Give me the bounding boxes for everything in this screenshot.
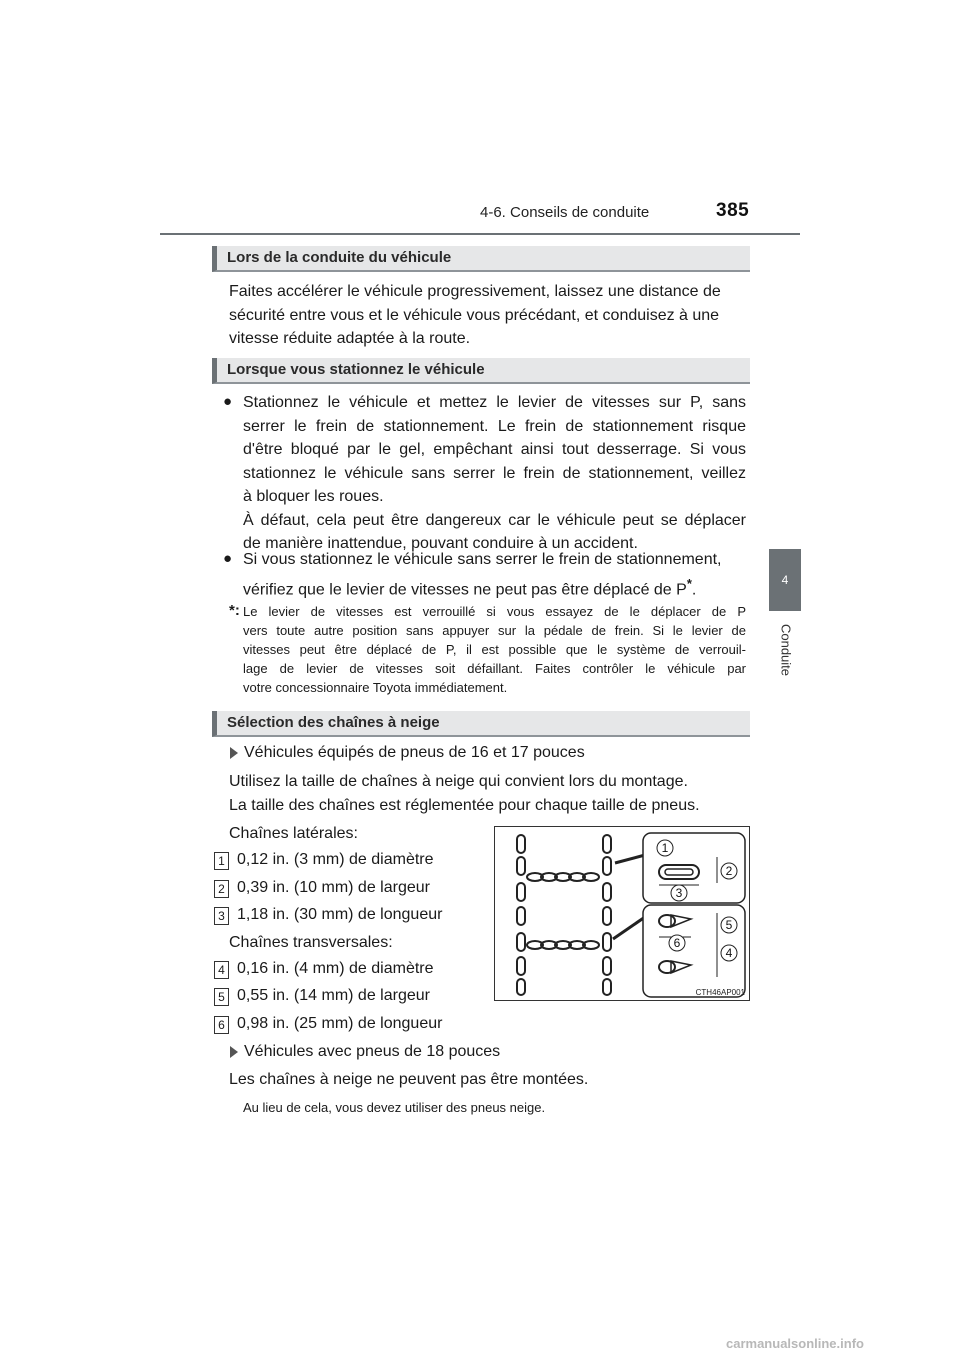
number-box-6: 6 bbox=[214, 1016, 229, 1034]
text-line: Stationnez le véhicule et mettez le levier de vitesses sur P, sans bbox=[243, 394, 746, 411]
figure-label-2: 2 bbox=[725, 864, 733, 878]
cross-chains-label: Chaînes transversales: bbox=[229, 934, 393, 951]
parking-bullet-2 bbox=[243, 548, 748, 601]
section-heading-parking bbox=[212, 358, 750, 384]
text-line: vers toute autre position sans appuyer sur la pédale de frein. Si le levier de bbox=[243, 623, 746, 638]
number-box-5: 5 bbox=[214, 988, 229, 1006]
section-heading-driving bbox=[212, 246, 750, 272]
triangle-arrow-icon bbox=[230, 1046, 238, 1058]
text-line: vitesse réduite adaptée à la route. bbox=[229, 330, 471, 347]
number-box-2: 2 bbox=[214, 880, 229, 898]
chains-intro bbox=[229, 770, 749, 817]
number-box-3: 3 bbox=[214, 907, 229, 925]
text-line: Faites accélérer le véhicule progressivement, laissez une distance de bbox=[229, 283, 721, 300]
text-line: votre concessionnaire Toyota immédiatement. bbox=[243, 680, 508, 695]
text-line: serrer le frein de stationnement. Le frein de stationnement risque bbox=[243, 417, 746, 435]
text-line: Utilisez la taille de chaînes à neige qui convient lors du montage. bbox=[229, 773, 688, 790]
footnote-marker: *: bbox=[229, 602, 240, 619]
figure-label-6: 6 bbox=[673, 936, 681, 950]
chain-spec-item: 0,16 in. (4 mm) de diamètre bbox=[237, 960, 434, 977]
bullet-icon: ● bbox=[223, 393, 233, 410]
bullet-icon: ● bbox=[223, 550, 233, 567]
text-line: sécurité entre vous et le véhicule vous précédant, et conduisez à une bbox=[229, 306, 720, 324]
section-title: Sélection des chaînes à neige bbox=[227, 714, 440, 731]
page-number: 385 bbox=[716, 200, 750, 221]
text-line: Si vous stationnez le véhicule sans serrer le frein de stationnement, bbox=[243, 551, 722, 568]
chapter-label-text: Conduite bbox=[778, 623, 794, 677]
chapter-tab bbox=[769, 549, 801, 611]
text-line: à bloquer les roues. bbox=[243, 488, 384, 505]
text-line: vitesses peut être déplacé de P, il est possible que le système de verrouil- bbox=[243, 642, 746, 657]
text-line: La taille des chaînes est réglementée pour chaque taille de pneus. bbox=[229, 796, 700, 814]
chain-spec-item: 1,18 in. (30 mm) de longueur bbox=[237, 906, 443, 923]
chain-spec-item: 0,12 in. (3 mm) de diamètre bbox=[237, 851, 434, 868]
header-section-title: 4-6. Conseils de conduite bbox=[480, 204, 650, 221]
section-title: Lorsque vous stationnez le véhicule bbox=[227, 361, 485, 378]
no-chains-text: Les chaînes à neige ne peuvent pas être montées. bbox=[229, 1071, 589, 1088]
chain-spec-item: 0,55 in. (14 mm) de largeur bbox=[237, 987, 430, 1004]
chains-subheading-16-17: Véhicules équipés de pneus de 16 et 17 pouces bbox=[244, 744, 585, 761]
text-line: À défaut, cela peut être dangereux car le véhicule peut se déplacer bbox=[243, 511, 746, 529]
footnote-text bbox=[243, 602, 746, 697]
snow-chain-illustration bbox=[495, 827, 749, 1000]
chapter-label bbox=[770, 615, 802, 685]
text-segment: vérifiez que le levier de vitesses ne peut pas être déplacé de P bbox=[243, 580, 687, 598]
driving-paragraph bbox=[229, 280, 749, 351]
text-line: de manière inattendue, pouvant conduire à un accident. bbox=[243, 535, 638, 552]
text-line: d'être bloqué par le gel, empêchant ainsi tout desserrage. Si vous bbox=[243, 441, 746, 458]
snow-chain-figure bbox=[494, 826, 750, 1001]
watermark-text: carmanualsonline.info bbox=[726, 1336, 864, 1351]
chains-subheading-18: Véhicules avec pneus de 18 pouces bbox=[244, 1043, 501, 1060]
chapter-number: 4 bbox=[781, 573, 789, 587]
section-title: Lors de la conduite du véhicule bbox=[227, 249, 452, 266]
number-box-1: 1 bbox=[214, 852, 229, 870]
figure-label-1: 1 bbox=[661, 841, 669, 855]
period: . bbox=[691, 580, 697, 598]
side-chains-label: Chaînes latérales: bbox=[229, 825, 358, 842]
figure-code: CTH46AP001 bbox=[695, 988, 745, 997]
figure-label-5: 5 bbox=[725, 918, 733, 932]
triangle-arrow-icon bbox=[230, 747, 238, 759]
text-line: stationnez le véhicule sans serrer le frein de stationnement, veillez bbox=[243, 464, 746, 482]
text-line: Le levier de vitesses est verrouillé si vous essayez de le déplacer de P bbox=[243, 604, 746, 619]
text-line-with-asterisk bbox=[243, 572, 748, 602]
section-heading-chains bbox=[212, 711, 750, 737]
parking-bullet-1 bbox=[243, 391, 746, 556]
figure-label-4: 4 bbox=[725, 946, 733, 960]
header-divider bbox=[160, 233, 800, 235]
snow-tires-note: Au lieu de cela, vous devez utiliser des pneus neige. bbox=[243, 1100, 546, 1115]
figure-label-3: 3 bbox=[675, 886, 683, 900]
number-box-4: 4 bbox=[214, 961, 229, 979]
asterisk-marker: * bbox=[686, 575, 692, 591]
chain-spec-item: 0,98 in. (25 mm) de longueur bbox=[237, 1015, 443, 1032]
text-line: lage de levier de vitesses soit défaillant. Faites contrôler le véhicule par bbox=[243, 661, 746, 676]
chain-spec-item: 0,39 in. (10 mm) de largeur bbox=[237, 879, 430, 896]
